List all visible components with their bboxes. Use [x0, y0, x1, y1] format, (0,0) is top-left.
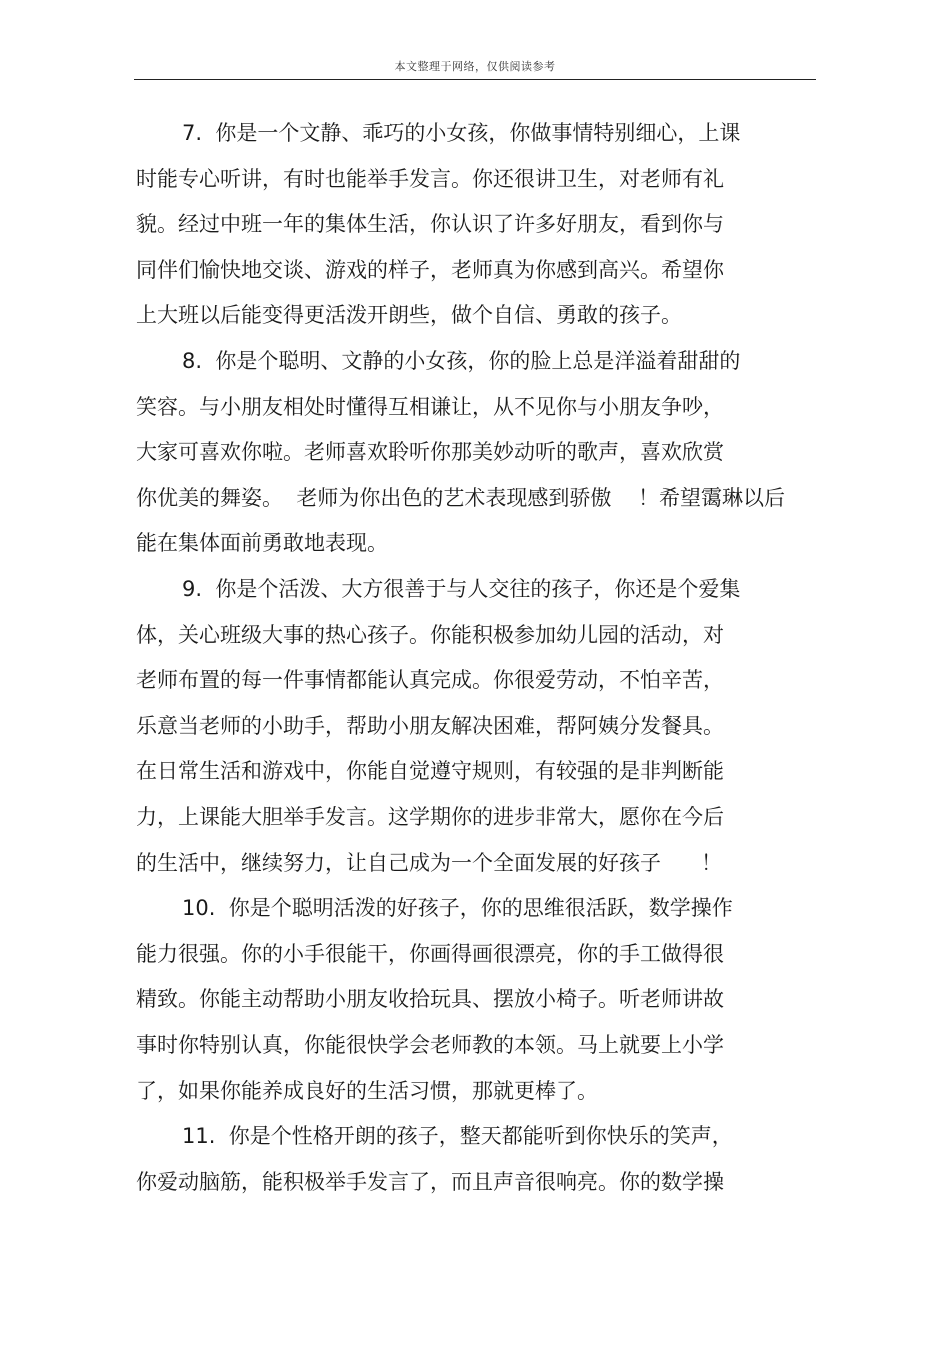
text-line: 9. 你是个活泼、大方很善于与人交往的孩子，你还是个爱集: [182, 577, 741, 601]
text-line: 你爱动脑筋，能积极举手发言了，而且声音很响亮。你的数学操: [136, 1170, 724, 1194]
text-line: 精致。你能主动帮助小朋友收拾玩具、摆放小椅子。听老师讲故: [136, 987, 724, 1011]
text-line: 了，如果你能养成良好的生活习惯，那就更棒了。: [136, 1079, 598, 1103]
text-line: 老师布置的每一件事情都能认真完成。你很爱劳动，不怕辛苦，: [136, 668, 724, 692]
text-line: 能力很强。你的小手很能干，你画得画很漂亮，你的手工做得很: [136, 942, 724, 966]
text-line: 事时你特别认真，你能很快学会老师教的本领。马上就要上小学: [136, 1033, 724, 1057]
text-line: 时能专心听讲，有时也能举手发言。你还很讲卫生，对老师有礼: [136, 167, 724, 191]
header-caption: 本文整理于网络，仅供阅读参考: [394, 60, 556, 73]
text-line: 力，上课能大胆举手发言。这学期你的进步非常大，愿你在今后: [136, 805, 724, 829]
text-line: 的生活中，继续努力，让自己成为一个全面发展的好孩子 ！: [136, 851, 723, 875]
text-line: 能在集体面前勇敢地表现。: [136, 531, 388, 555]
text-line: 乐意当老师的小助手，帮助小朋友解决困难，帮阿姨分发餐具。: [136, 714, 724, 738]
text-line: 8. 你是个聪明、文静的小女孩，你的脸上总是洋溢着甜甜的: [182, 349, 741, 373]
text-line: 你优美的舞姿。 老师为你出色的艺术表现感到骄傲 ！希望霭琳以后: [136, 486, 786, 510]
text-line: 11. 你是个性格开朗的孩子，整天都能听到你快乐的笑声，: [182, 1124, 733, 1148]
text-line: 貌。经过中班一年的集体生活，你认识了许多好朋友，看到你与: [136, 212, 724, 236]
text-line: 7. 你是一个文静、乖巧的小女孩，你做事情特别细心，上课: [182, 121, 741, 145]
text-line: 同伴们愉快地交谈、游戏的样子，老师真为你感到高兴。希望你: [136, 258, 724, 282]
text-line: 笑容。与小朋友相处时懂得互相谦让，从不见你与小朋友争吵，: [136, 395, 724, 419]
text-line: 10. 你是个聪明活泼的好孩子，你的思维很活跃，数学操作: [182, 896, 733, 920]
text-line: 大家可喜欢你啦。老师喜欢聆听你那美妙动听的歌声，喜欢欣赏: [136, 440, 724, 464]
text-line: 在日常生活和游戏中，你能自觉遵守规则，有较强的是非判断能: [136, 759, 724, 783]
text-line: 体，关心班级大事的热心孩子。你能积极参加幼儿园的活动，对: [136, 623, 724, 647]
header-divider: [134, 79, 816, 80]
text-line: 上大班以后能变得更活泼开朗些，做个自信、勇敢的孩子。: [136, 303, 682, 327]
